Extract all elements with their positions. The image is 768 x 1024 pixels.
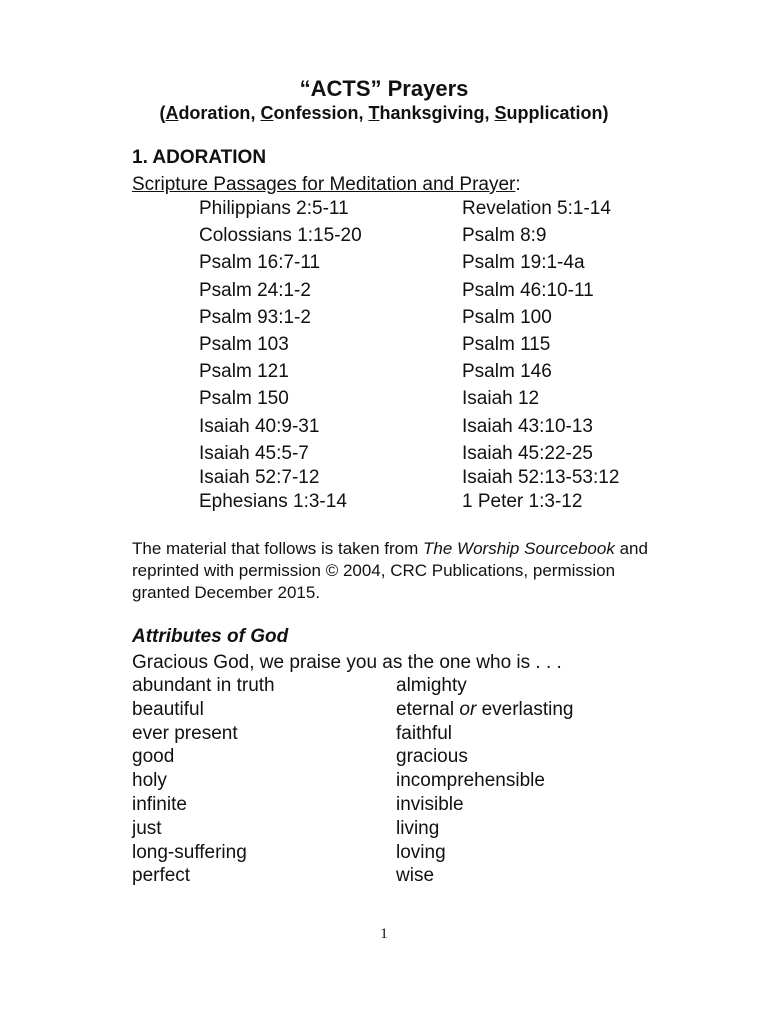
passage-right: 1 Peter 1:3-12 <box>462 490 583 512</box>
passage-left: Psalm 103 <box>199 333 289 355</box>
attribute-right: incomprehensible <box>396 770 545 792</box>
passage-right: Revelation 5:1-14 <box>462 198 611 219</box>
attributes-list <box>132 674 652 888</box>
permission-text-before: The material that follows is taken from <box>132 539 424 558</box>
attribute-left: perfect <box>132 865 191 887</box>
passage-left: Isaiah 52:7-12 <box>199 466 320 488</box>
subtitle-word-thanksgiving: hanksgiving <box>379 103 485 123</box>
passage-left: Philippians 2:5-11 <box>199 198 349 219</box>
attribute-right: living <box>396 817 440 839</box>
passage-right: Psalm 146 <box>462 361 552 383</box>
passage-row <box>199 360 669 387</box>
subtitle-separator: , <box>484 103 495 123</box>
passage-left: Ephesians 1:3-14 <box>199 490 347 512</box>
attribute-right: loving <box>396 841 446 863</box>
passage-row <box>199 442 669 466</box>
scripture-label-text: Scripture Passages for Meditation and Prayer <box>132 174 516 195</box>
passage-right: Psalm 100 <box>462 306 552 328</box>
attribute-row <box>132 817 652 841</box>
page-title: “ACTS” Prayers <box>299 76 469 101</box>
subtitle-open-paren: ( <box>159 103 166 123</box>
subtitle-separator: , <box>250 103 261 123</box>
attribute-everlasting: everlasting <box>481 698 574 720</box>
attribute-row <box>132 745 652 769</box>
section-heading-adoration: 1. ADORATION <box>132 147 267 168</box>
attribute-row <box>132 674 652 698</box>
attribute-right <box>396 698 573 721</box>
attribute-right: wise <box>396 865 435 887</box>
passage-left: Isaiah 40:9-31 <box>199 415 320 437</box>
attribute-left: long-suffering <box>132 841 247 863</box>
attribute-left: abundant in truth <box>132 675 275 696</box>
page-number: 1 <box>380 926 388 942</box>
subtitle-initial-a: A <box>165 103 179 123</box>
passage-row <box>199 251 669 278</box>
attribute-row <box>132 698 652 722</box>
attribute-or: or <box>459 698 477 720</box>
permission-text-after: and reprinted with permission © 2004, CRC Publications, permission granted December 2015. <box>132 539 648 602</box>
passage-row <box>199 224 669 251</box>
attribute-left: beautiful <box>132 698 204 720</box>
passage-right: Isaiah 43:10-13 <box>462 415 593 437</box>
passage-row <box>199 306 669 333</box>
attribute-row <box>132 793 652 817</box>
passage-left: Colossians 1:15-20 <box>199 225 362 247</box>
subtitle-close-paren: ) <box>602 103 609 123</box>
passage-row <box>199 279 669 306</box>
scripture-passage-list <box>199 197 669 514</box>
subtitle-initial-c: C <box>260 103 274 123</box>
attribute-row <box>132 769 652 793</box>
subtitle-initial-t: T <box>368 103 380 123</box>
subtitle-initial-s: S <box>494 103 507 123</box>
passage-left: Psalm 16:7-11 <box>199 252 321 274</box>
attribute-left: ever present <box>132 722 238 744</box>
passage-left: Isaiah 45:5-7 <box>199 442 309 464</box>
passage-row <box>199 415 669 442</box>
attribute-row <box>132 864 652 888</box>
attributes-intro: Gracious God, we praise you as the one who is . . . <box>132 652 562 673</box>
passage-right: Psalm 46:10-11 <box>462 279 594 301</box>
passage-left: Psalm 150 <box>199 388 289 410</box>
attribute-right: faithful <box>396 722 452 744</box>
subtitle-word-adoration: doration <box>178 103 251 123</box>
passage-right: Isaiah 45:22-25 <box>462 442 593 464</box>
subtitle-word-supplication: upplication <box>506 103 603 123</box>
passage-row <box>199 387 669 414</box>
permission-notice <box>132 538 672 604</box>
passage-row <box>199 333 669 360</box>
attribute-left: good <box>132 746 175 768</box>
passage-left: Psalm 93:1-2 <box>199 306 311 328</box>
subtitle-separator: , <box>358 103 369 123</box>
passage-right: Psalm 115 <box>462 333 551 355</box>
passage-right: Isaiah 12 <box>462 388 540 410</box>
attribute-right: almighty <box>396 675 467 696</box>
passage-right: Psalm 19:1-4a <box>462 252 585 274</box>
scripture-label-colon: : <box>515 174 521 195</box>
scripture-label <box>132 174 521 196</box>
attribute-left: just <box>132 817 162 839</box>
subtitle-word-confession: onfession <box>273 103 359 123</box>
page-subtitle <box>0 102 768 124</box>
passage-right: Psalm 8:9 <box>462 225 547 247</box>
permission-book-title: The Worship Sourcebook <box>423 539 615 558</box>
attribute-eternal: eternal <box>396 698 455 720</box>
passage-right: Isaiah 52:13-53:12 <box>462 466 620 488</box>
attribute-row <box>132 722 652 746</box>
attribute-right: gracious <box>396 746 468 768</box>
attribute-left: holy <box>132 770 167 792</box>
passage-row <box>199 197 669 224</box>
attribute-left: infinite <box>132 793 187 815</box>
passage-left: Psalm 121 <box>199 361 289 383</box>
attribute-row <box>132 841 652 865</box>
attribute-right: invisible <box>396 793 464 815</box>
attributes-heading: Attributes of God <box>132 626 289 647</box>
passage-left: Psalm 24:1-2 <box>199 279 311 301</box>
passage-row <box>199 466 669 490</box>
passage-row <box>199 490 669 514</box>
